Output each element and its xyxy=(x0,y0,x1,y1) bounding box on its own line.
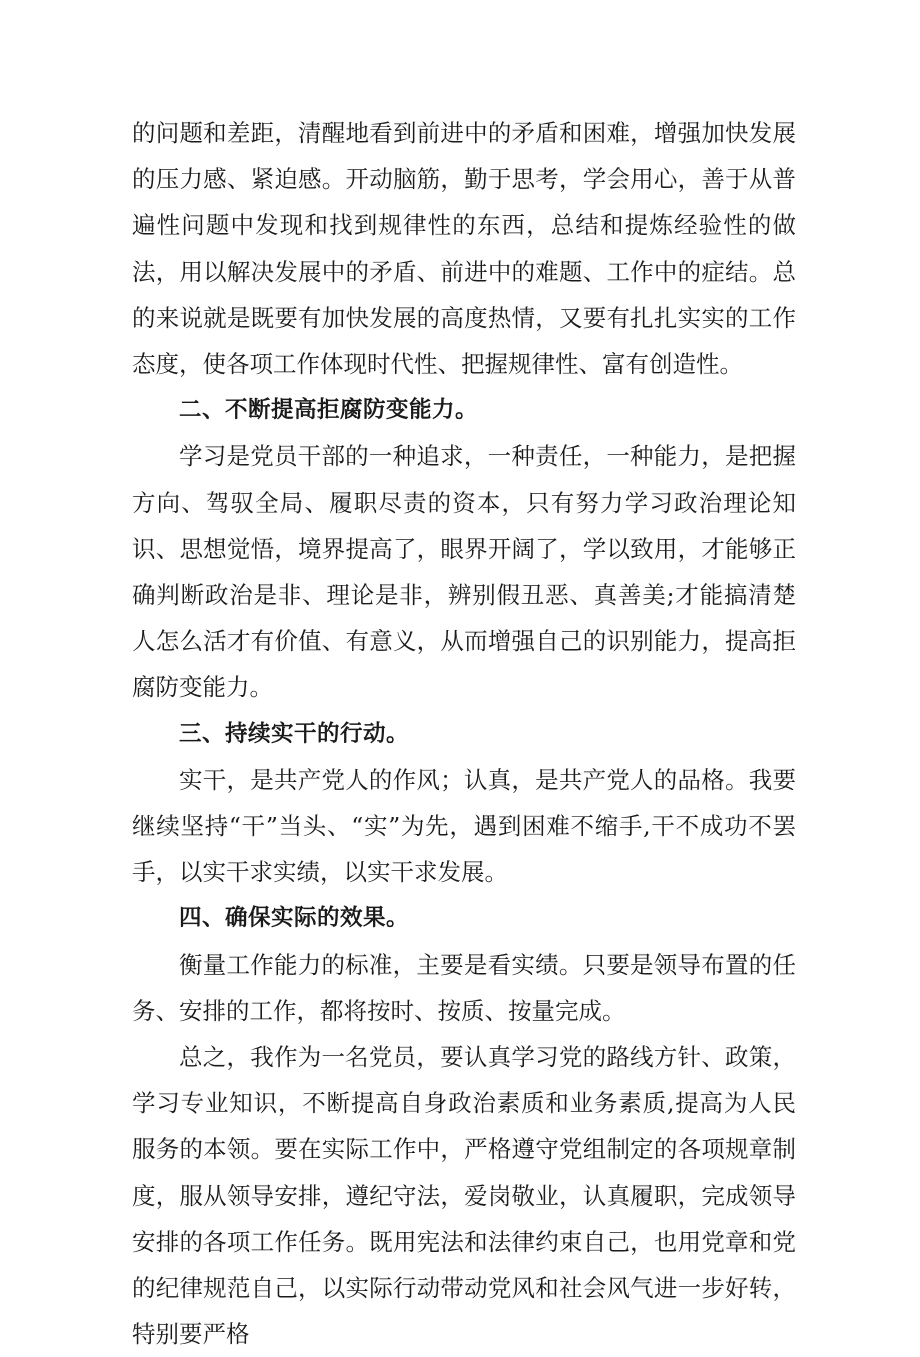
section-heading: 四、确保实际的效果。 xyxy=(179,905,410,932)
section-heading: 三、持续实干的行动。 xyxy=(179,720,410,747)
body-paragraph: 实干，是共产党人的作风；认真，是共产党人的品格。我要继续坚持“干”当头、“实”为先，遇到困难不缩手,干不成功不罢手，以实干求实绩，以实干求发展。 xyxy=(132,765,796,887)
body-paragraph: 衡量工作能力的标准，主要是看实绩。只要是领导布置的任务、安排的工作，都将按时、按质、按量完成。 xyxy=(132,950,796,1025)
body-paragraph: 学习是党员干部的一种追求，一种责任，一种能力，是把握方向、驾驭全局、履职尽责的资本，只有努力学习政治理论知识、思想觉悟，境界提高了，眼界开阔了，学以致用，才能够正确判断政治是非、理论是非，辨别假丑恶、真善美;才能搞清楚人怎么活才有价值、有意义，从而增强自己的识别能力，提高拒腐防变能力。 xyxy=(132,442,796,702)
section-heading: 二、不断提高拒腐防变能力。 xyxy=(179,397,479,424)
body-paragraph: 的问题和差距，清醒地看到前进中的矛盾和困难，增强加快发展的压力感、紧迫感。开动脑筋，勤于思考，学会用心，善于从普遍性问题中发现和找到规律性的东西，总结和提炼经验性的做法，用以解决发展中的矛盾、前进中的难题、工作中的症结。总的来说就是既要有加快发展的高度热情，又要有扎扎实实的工作态度，使各项工作体现时代性、把握规律性、富有创造性。 xyxy=(132,119,796,379)
document-body xyxy=(132,110,796,1357)
body-paragraph: 总之，我作为一名党员，要认真学习党的路线方针、政策，学习专业知识，不断提高自身政治素质和业务素质,提高为人民服务的本领。要在实际工作中，严格遵守党组制定的各项规章制度，服从领导安排，遵纪守法，爱岗敬业，认真履职，完成领导安排的各项工作任务。既用宪法和法律约束自己，也用党章和党的纪律规范自己，以实际行动带动党风和社会风气进一步好转，特别要严格 xyxy=(132,1043,796,1349)
